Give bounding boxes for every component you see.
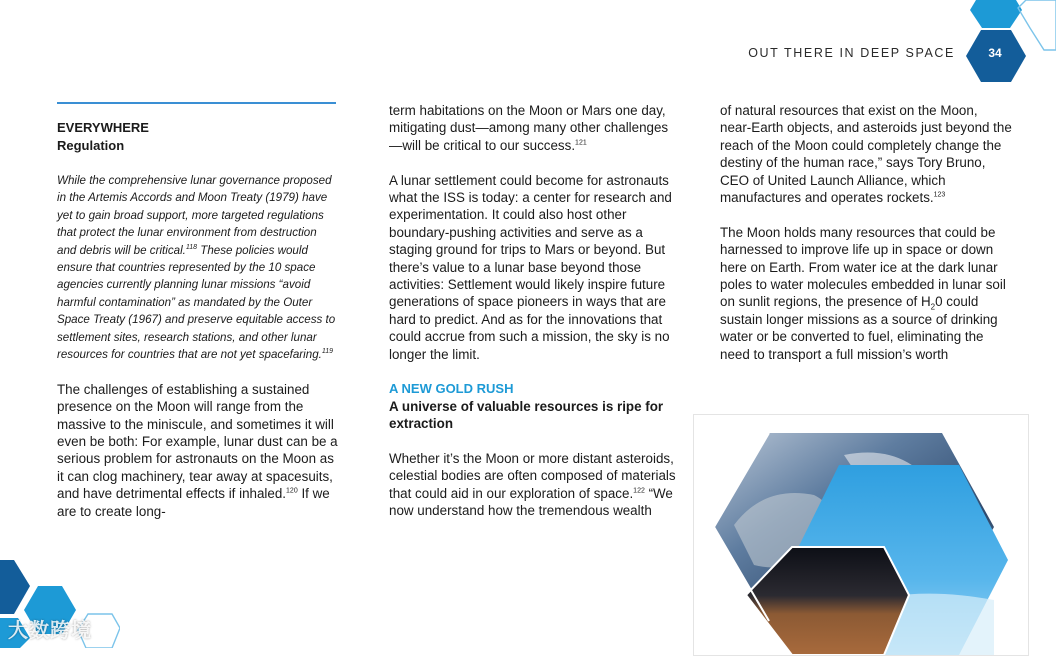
footnote-ref: 122 — [633, 487, 645, 495]
footnote-ref: 119 — [321, 348, 334, 356]
watermark: 大数跨境 — [8, 620, 92, 642]
footnote-ref: 123 — [933, 191, 946, 199]
running-title: OUT THERE IN DEEP SPACE — [748, 46, 955, 60]
body-paragraph: The Moon holds many resources that could be harnessed to improve life up in space or down here on Earth. From water ice at the dark lunar poles to water molecules embedded in lunar soil on sunlit regions, the presence of $H_20$ could sustain longer missions as a source of drinking water or be converted to fuel, eliminating the need to transport a full mission’s worth — [720, 224, 1006, 362]
body-paragraph: A lunar settlement could become for astronauts what the ISS is today: a center for research and experimentation. It could also host other boundary-pushing activities and serve as a staging ground for trips to Mars or beyond. But there’s value to a lunar base beyond those activities: Settlement would likely inspire future generations of space pioneers in ways that are hard to predict. And as for the innovations that could accrue from such a mission, the sky is no longer the limit. — [389, 172, 672, 362]
section-kicker: EVERYWHERE — [57, 120, 149, 135]
section-heading: A universe of valuable resources is ripe for extraction — [389, 398, 664, 432]
section-subhead: Regulation — [57, 138, 125, 153]
section-rule — [57, 102, 336, 104]
column-3 — [720, 102, 1012, 363]
section-label: A NEW GOLD RUSH — [389, 381, 514, 397]
body-paragraph: The challenges of establishing a sustained presence on the Moon will range from the massive to the miniscule, and sometimes it will even be both: For example, lunar dust can be a serious problem for astronauts on the Moon as it can clog machinery, tear away at spacesuits, and have detrimental effects if inhaled.$^{120}$ If we are to create long- — [57, 381, 338, 519]
column-2 — [389, 102, 679, 520]
footnote-ref: 120 — [286, 487, 298, 495]
hexagon-decoration-top — [960, 0, 1056, 100]
body-paragraph: Whether it’s the Moon or more distant asteroids, celestial bodies are often composed of materials that could aid in our exploration of space.$^{122}$ “We now understand how the tremendous wealth — [389, 451, 676, 519]
footnote-ref: 121 — [575, 139, 587, 147]
page-number: 34 — [988, 46, 1002, 60]
footnote-ref: 118 — [185, 243, 198, 251]
body-paragraph: of natural resources that exist on the Moon, near-Earth objects, and asteroids just beyond the reach of the Moon could completely change the destiny of the human race,” says Tory Bruno, CEO of United Launch Alliance, which manufactures and operates rockets.$^{123}$ — [720, 103, 1012, 206]
intro-paragraph: While the comprehensive lunar governance proposed in the Artemis Accords and Moon Treaty (1979) have yet to gain broad support, more targeted regulations that protect the lunar environment from destruction and debris will be critical.$^{118}$ These policies would ensure that countries represented by the 10 space agencies currently planning lunar missions “avoid harmful contamination” as mandated by the Outer Space Treaty (1967) and preserve equitable access to settlement sites, research stations, and other lunar resources for countries that are not yet spacefaring.$^{119}$ — [57, 174, 336, 362]
hexagon-photo-collage — [693, 414, 1029, 656]
column-1 — [57, 102, 339, 520]
body-paragraph: term habitations on the Moon or Mars one day, mitigating dust—among many other challenges—will be critical to our success.$^{121}$ — [389, 103, 669, 153]
